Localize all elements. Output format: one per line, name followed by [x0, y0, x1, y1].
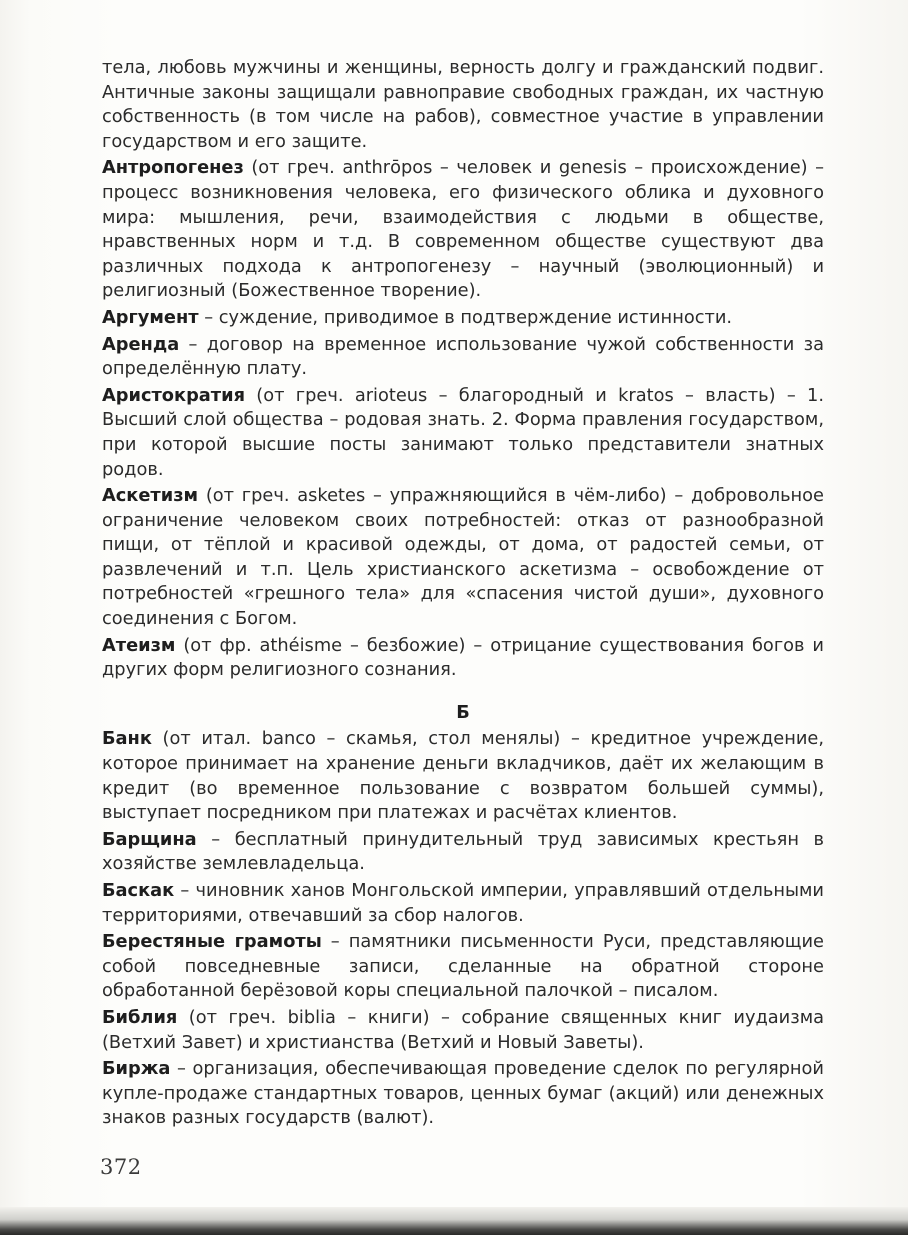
entry-arenda	[102, 333, 824, 382]
entry-definition: (от греч. anthrōpos – человек и genesis – происхождение) – процесс возникновения человека, его физического облика и духовного мира: мышления, речи, взаимодействия с людьми в обществе, нравственных норм и т.д. В современном обществе существуют два различных подхода к антропогенезу – научный (эволюционный) и религиозный (Божественное творение).	[102, 157, 824, 302]
entry-definition: – бесплатный принудительный труд зависимых крестьян в хозяйстве землевладельца.	[102, 828, 824, 875]
entry-definition: – памятники письменности Руси, представляющие собой повседневные записи, сделанные на обратной стороне обработанной берёзовой коры специальной палочкой – писалом.	[102, 931, 824, 1002]
entry-term: Аргумент	[102, 306, 199, 328]
section-letter-heading: Б	[456, 701, 470, 723]
entry-definition: – чиновник ханов Монгольской империи, управлявший отдельными территориями, отвечавший за сбор налогов.	[102, 880, 824, 926]
entry-definition: (от греч. biblia – книги) – собрание священных книг иудаизма (Ветхий Завет) и христианства (Ветхий и Новый Заветы).	[102, 1006, 824, 1053]
entry-argument	[102, 306, 824, 331]
entry-baskak	[102, 879, 824, 928]
entry-definition: (от греч. arioteus – благородный и kratos – власть) – 1. Высший слой общества – родовая знать. 2. Форма правления государством, при которой высшие посты занимают только представители знатных родов.	[102, 384, 824, 480]
entry-term: Баскак	[102, 880, 175, 901]
entry-term: Барщина	[102, 828, 197, 850]
entry-bible	[102, 1006, 824, 1055]
entry-term: Аренда	[102, 333, 180, 355]
dictionary-text	[102, 56, 824, 1133]
entry-term: Аристократия	[102, 384, 245, 406]
entry-aristocracy	[102, 384, 824, 482]
entry-definition: (от итал. banco – скамья, стол менялы) – кредитное учреждение, которое принимает на хранение деньги вкладчиков, даёт их желающим в кредит (во временное пользование с возвратом большей суммы), выступает посредником при платежах и расчётах клиентов.	[102, 728, 824, 824]
entry-term: Берестяные грамоты	[102, 931, 322, 953]
entry-exchange	[102, 1057, 824, 1131]
intro-paragraph: тела, любовь мужчины и женщины, верность долгу и гражданский подвиг. Античные законы защищали равноправие свободных граждан, их частную собственность (в том числе на рабов), совместное участие в управлении государством и его защите.	[102, 57, 824, 152]
entry-term: Атеизм	[102, 634, 176, 656]
entry-term: Антропогенез	[102, 157, 244, 179]
entry-bank	[102, 727, 824, 825]
scan-bottom-edge	[0, 1207, 908, 1235]
entry-definition: (от греч. asketes – упражняющийся в чём-либо) – добровольное ограничение человеком своих потребностей: отказ от разнообразной пищи, от тёплой и красивой одежды, от дома, от радостей семьи, от развлечений и т.п. Цель христианского аскетизма – освобождение от потребностей «грешного тела» для «спасения чистой души», духовного соединения с Богом.	[102, 485, 824, 630]
entry-definition: (от фр. athéisme – безбожие) – отрицание существования богов и других форм религиозного сознания.	[102, 634, 824, 681]
entry-term: Библия	[102, 1006, 178, 1028]
page-number: 372	[100, 1155, 142, 1179]
entry-definition: – суждение, приводимое в подтверждение истинности.	[198, 306, 733, 328]
entry-anthropogenesis	[102, 156, 824, 304]
entry-asceticism	[102, 484, 824, 632]
entry-term: Банк	[102, 728, 152, 750]
entry-birchbark-letters	[102, 930, 824, 1004]
entry-definition: – организация, обеспечивающая проведение сделок по регулярной купле-продаже стандартных товаров, ценных бумаг (акций) или денежных знаков разных государств (валют).	[102, 1058, 824, 1129]
entry-definition: – договор на временное использование чужой собственности за определённую плату.	[102, 333, 824, 380]
entry-barshchina	[102, 828, 824, 877]
entry-term: Биржа	[102, 1058, 171, 1080]
entry-atheism	[102, 634, 824, 683]
entry-term: Аскетизм	[102, 485, 199, 507]
